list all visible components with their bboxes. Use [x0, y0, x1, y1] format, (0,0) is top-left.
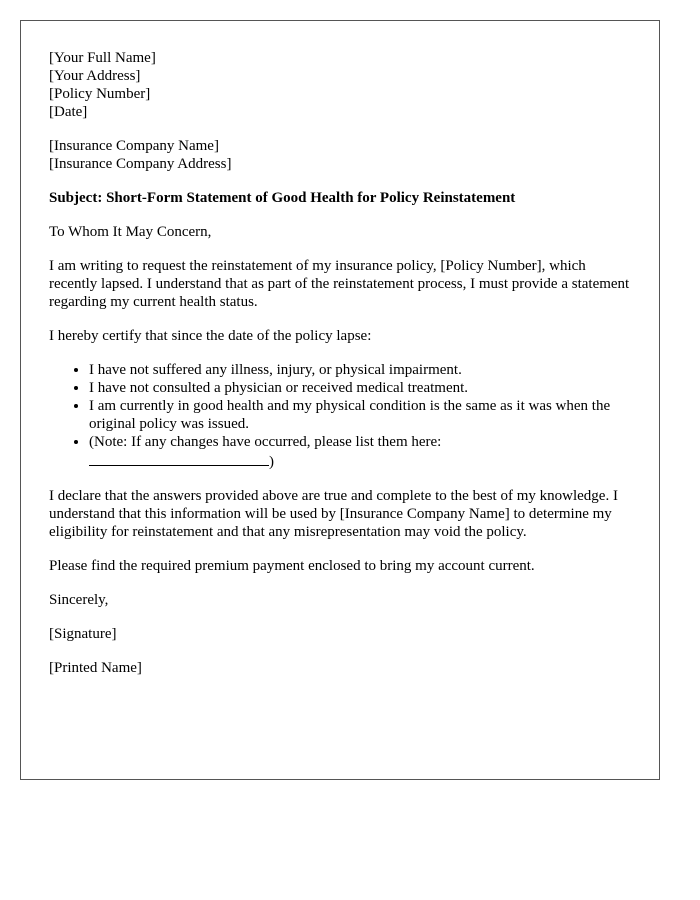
letter-document	[20, 20, 660, 780]
recipient-company-address: [Insurance Company Address]	[49, 156, 232, 172]
changes-blank-line	[89, 451, 269, 466]
recipient-block	[49, 137, 631, 173]
printed-name-placeholder: [Printed Name]	[49, 660, 142, 676]
sender-policy-number: [Policy Number]	[49, 86, 151, 102]
salutation: To Whom It May Concern,	[49, 224, 212, 240]
sender-block	[49, 49, 631, 121]
certify-paragraph: I hereby certify that since the date of the policy lapse:	[49, 328, 372, 344]
payment-paragraph: Please find the required premium payment enclosed to bring my account current.	[49, 558, 535, 574]
list-item: • I have not suffered any illness, injury, or physical impairment.	[89, 361, 631, 379]
intro-paragraph: I am writing to request the reinstatement of my insurance policy, [Policy Number], which recently lapsed. I understand that as part of the reinstatement process, I must provide a statement regarding my current health status.	[49, 258, 630, 310]
sender-address: [Your Address]	[49, 68, 141, 84]
list-item: • I have not consulted a physician or received medical treatment.	[89, 379, 631, 397]
letter-date: [Date]	[49, 104, 88, 120]
sender-full-name: [Your Full Name]	[49, 50, 156, 66]
note-list-item	[89, 433, 631, 471]
note-text: (Note: If any changes have occurred, please list them here:	[89, 434, 442, 450]
certification-list	[49, 361, 631, 471]
list-item: • I am currently in good health and my physical condition is the same as it was when the original policy was issued.	[89, 397, 631, 433]
recipient-company-name: [Insurance Company Name]	[49, 138, 219, 154]
signature-placeholder: [Signature]	[49, 626, 117, 642]
declaration-paragraph: I declare that the answers provided above are true and complete to the best of my knowledge. I understand that this information will be used by [Insurance Company Name] to determine my eligibility for reinstatement and that any misrepresentation may void the policy.	[49, 488, 618, 540]
note-close-paren: )	[269, 454, 274, 470]
sign-off: Sincerely,	[49, 592, 109, 608]
subject-line: Subject: Short-Form Statement of Good Health for Policy Reinstatement	[49, 190, 516, 206]
